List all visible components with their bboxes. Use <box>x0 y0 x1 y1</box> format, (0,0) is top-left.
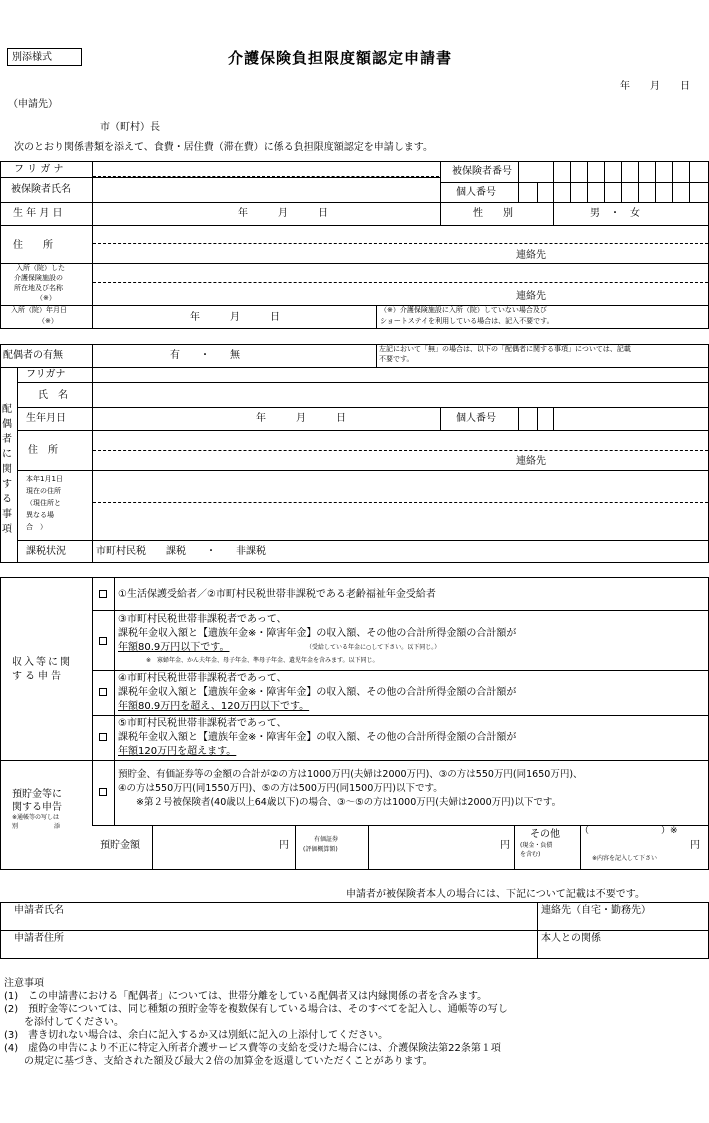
option-4-checkbox[interactable] <box>99 688 107 696</box>
option-4-line-1: ④市町村民税世帯非課税者であって、 <box>118 673 287 684</box>
admission-value[interactable]: 年 月 日 <box>190 312 280 323</box>
applicant-contact-label: 連絡先（自宅・勤務先） <box>541 905 651 916</box>
spouse-presence-value[interactable]: 有 ・ 無 <box>170 350 240 361</box>
option-3-checkbox[interactable] <box>99 637 107 645</box>
page-title: 介護保険負担限度額認定申請書 <box>228 49 453 67</box>
note-item-1: (1) この申請書における「配偶者」については、世帯分離をしている配偶者又は内縁関係の者を含みます。 <box>4 991 488 1002</box>
birth-label: 生 年 月 日 <box>13 208 63 219</box>
deposit-amount-field[interactable] <box>153 826 294 869</box>
insured-name-label: 被保険者氏名 <box>11 184 71 195</box>
securities-label-2: (評価概算額) <box>303 846 338 853</box>
option-3-note-1: （受給している年金に○して下さい。以下同じ。） <box>306 644 441 651</box>
prev-address-5: 合 ） <box>26 523 47 531</box>
option-5-line-3: 年額120万円を超えます。 <box>118 746 237 757</box>
spouse-furigana-label: フリガナ <box>26 369 66 380</box>
spouse-side-label: 配偶者に関する事項 <box>2 404 12 535</box>
addressee-label: （申請先） <box>8 99 58 110</box>
option-1-text: ①生活保護受給者／②市町村民税世帯非課税である老齢福祉年金受給者 <box>118 589 436 600</box>
applicant-relation-label: 本人との関係 <box>541 933 601 944</box>
savings-note-2: 別 添 <box>12 823 61 830</box>
notes-title: 注意事項 <box>4 978 44 989</box>
spouse-name-label: 氏 名 <box>38 390 68 401</box>
option-5-line-1: ⑤市町村民税世帯非課税者であって、 <box>118 718 287 729</box>
prev-address-3: （現住所と <box>26 499 61 507</box>
facility-label-3: 所在地及び名称 <box>14 284 63 292</box>
option-3-line-1: ③市町村民税世帯非課税者であって、 <box>118 614 287 625</box>
savings-label-2: 関する申告 <box>12 802 62 813</box>
facility-label-2: 介護保険施設の <box>14 274 63 282</box>
savings-text-2: ④の方は550万円(同1550万円)、⑤の方は500万円(同1500万円)以下です。 <box>118 783 443 794</box>
other-detail-field[interactable]: （ ）※ <box>580 826 678 836</box>
spouse-address-label: 住 所 <box>28 445 58 456</box>
spouse-birth-label: 生年月日 <box>26 413 66 424</box>
admission-note-2: ショートステイを利用している場合は、記入不要です。 <box>380 317 554 325</box>
note-item-3: を添付してください。 <box>4 1017 124 1028</box>
option-3-line-2: 課税年金収入額と【遺族年金※・障害年金】の収入額、その他の合計所得金額の合計額が <box>118 628 517 639</box>
other-label: その他 <box>530 829 560 840</box>
insured-section <box>0 161 709 329</box>
deposit-label: 預貯金額 <box>100 840 140 851</box>
prev-address-4: 異なる場 <box>26 511 54 519</box>
address-contact: 連絡先 <box>516 250 546 261</box>
other-note: ※内容を記入して下さい <box>592 855 658 862</box>
sex-label: 性 別 <box>473 208 513 219</box>
savings-note-1: ※通帳等の写しは <box>12 814 60 821</box>
birth-value[interactable]: 年 月 日 <box>238 208 328 219</box>
insured-number-label: 被保険者番号 <box>452 166 512 177</box>
spouse-section <box>0 344 709 563</box>
address-label: 住 所 <box>13 240 53 251</box>
other-sub-2: を含む) <box>520 851 541 858</box>
savings-checkbox[interactable] <box>99 788 107 796</box>
date-field: 年 月 日 <box>620 81 690 92</box>
admission-note-1: （※）介護保険施設に入所（院）していない場合及び <box>380 306 547 314</box>
option-5-checkbox[interactable] <box>99 733 107 741</box>
securities-label-1: 有価証券 <box>314 836 339 843</box>
income-label-1: 収入等に関 <box>12 657 72 668</box>
option-4-line-3: 年額80.9万円を超え、120万円以下です。 <box>118 701 310 712</box>
applicant-note: 申請者が被保険者本人の場合には、下記について記載は不要です。 <box>346 889 645 900</box>
other-sub-1: (現金・負債 <box>520 842 553 849</box>
spouse-personal-number-label: 個人番号 <box>456 413 496 424</box>
spouse-contact: 連絡先 <box>516 456 546 467</box>
spouse-birth-value[interactable]: 年 月 日 <box>256 413 346 424</box>
mayor-label: 市（町村）長 <box>100 122 160 133</box>
note-item-4: (3) 書き切れない場合は、余白に記入するか又は別紙に記入の上添付してください。 <box>4 1030 389 1041</box>
option-3-note-2: ※ 寡婦年金、かん夫年金、母子年金、準母子年金、遺児年金を含みます。以下同じ。 <box>146 657 379 664</box>
prev-address-2: 現在の住所 <box>26 487 61 495</box>
option-3-line-3: 年額80.9万円以下です。 <box>118 642 230 653</box>
applicant-address-label: 申請者住所 <box>14 933 64 944</box>
furigana-label: フ リ ガ ナ <box>14 164 64 175</box>
facility-label-4: （※） <box>36 294 56 302</box>
personal-number-label: 個人番号 <box>456 187 496 198</box>
admission-label-1: 入所（院）年月日 <box>11 306 67 314</box>
facility-contact: 連絡先 <box>516 291 546 302</box>
facility-label-1: 入所（院）した <box>16 264 65 272</box>
intro-text: 次のとおり関係書類を添えて、食費・居住費（滞在費）に係る負担限度額認定を申請します。 <box>14 142 433 153</box>
applicant-name-label: 申請者氏名 <box>14 905 64 916</box>
form-tag-label: 別添様式 <box>12 52 52 63</box>
note-item-6: の規定に基づき、支給された額及び最大２倍の加算金を返還していただくことがあります。 <box>4 1056 433 1067</box>
option-5-line-2: 課税年金収入額と【遺族年金※・障害年金】の収入額、その他の合計所得金額の合計額が <box>118 732 517 743</box>
admission-label-2: （※） <box>38 317 58 325</box>
spouse-presence-note-1: 左記において「無」の場合は、以下の「配偶者に関する事項」については、記載 <box>379 345 631 353</box>
sex-value[interactable]: 男 ・ 女 <box>590 208 640 219</box>
tax-status-label: 課税状況 <box>26 546 66 557</box>
spouse-presence-note-2: 不要です。 <box>379 355 414 363</box>
savings-text-3: ※第２号被保険者(40歳以上64歳以下)の場合、③～⑤の方は1000万円(夫婦は2000万円)以下です。 <box>136 797 562 808</box>
income-label-2: する申告 <box>12 671 64 682</box>
securities-yen: 円 <box>500 840 510 851</box>
prev-address-1: 本年1月1日 <box>26 475 63 483</box>
option-1-checkbox[interactable] <box>99 590 107 598</box>
spouse-presence-label: 配偶者の有無 <box>3 350 63 361</box>
note-item-2: (2) 預貯金等については、同じ種類の預貯金等を複数保有している場合は、そのすべてを記入し、通帳等の写し <box>4 1004 508 1015</box>
note-item-5: (4) 虚偽の申告により不正に特定入所者介護サービス費等の支給を受けた場合には、介護保険法第22条第１項 <box>4 1043 501 1054</box>
tax-status-value[interactable]: 市町村民税 課税 ・ 非課税 <box>96 546 266 557</box>
option-4-line-2: 課税年金収入額と【遺族年金※・障害年金】の収入額、その他の合計所得金額の合計額が <box>118 687 517 698</box>
other-yen: 円 <box>690 840 700 851</box>
savings-text-1: 預貯金、有価証券等の金額の合計が②の方は1000万円(夫婦は2000万円)、③の方は550万円(同1650万円)、 <box>118 769 583 780</box>
savings-label-1: 預貯金等に <box>12 789 62 800</box>
deposit-yen: 円 <box>279 840 289 851</box>
securities-amount-field[interactable] <box>369 826 513 869</box>
